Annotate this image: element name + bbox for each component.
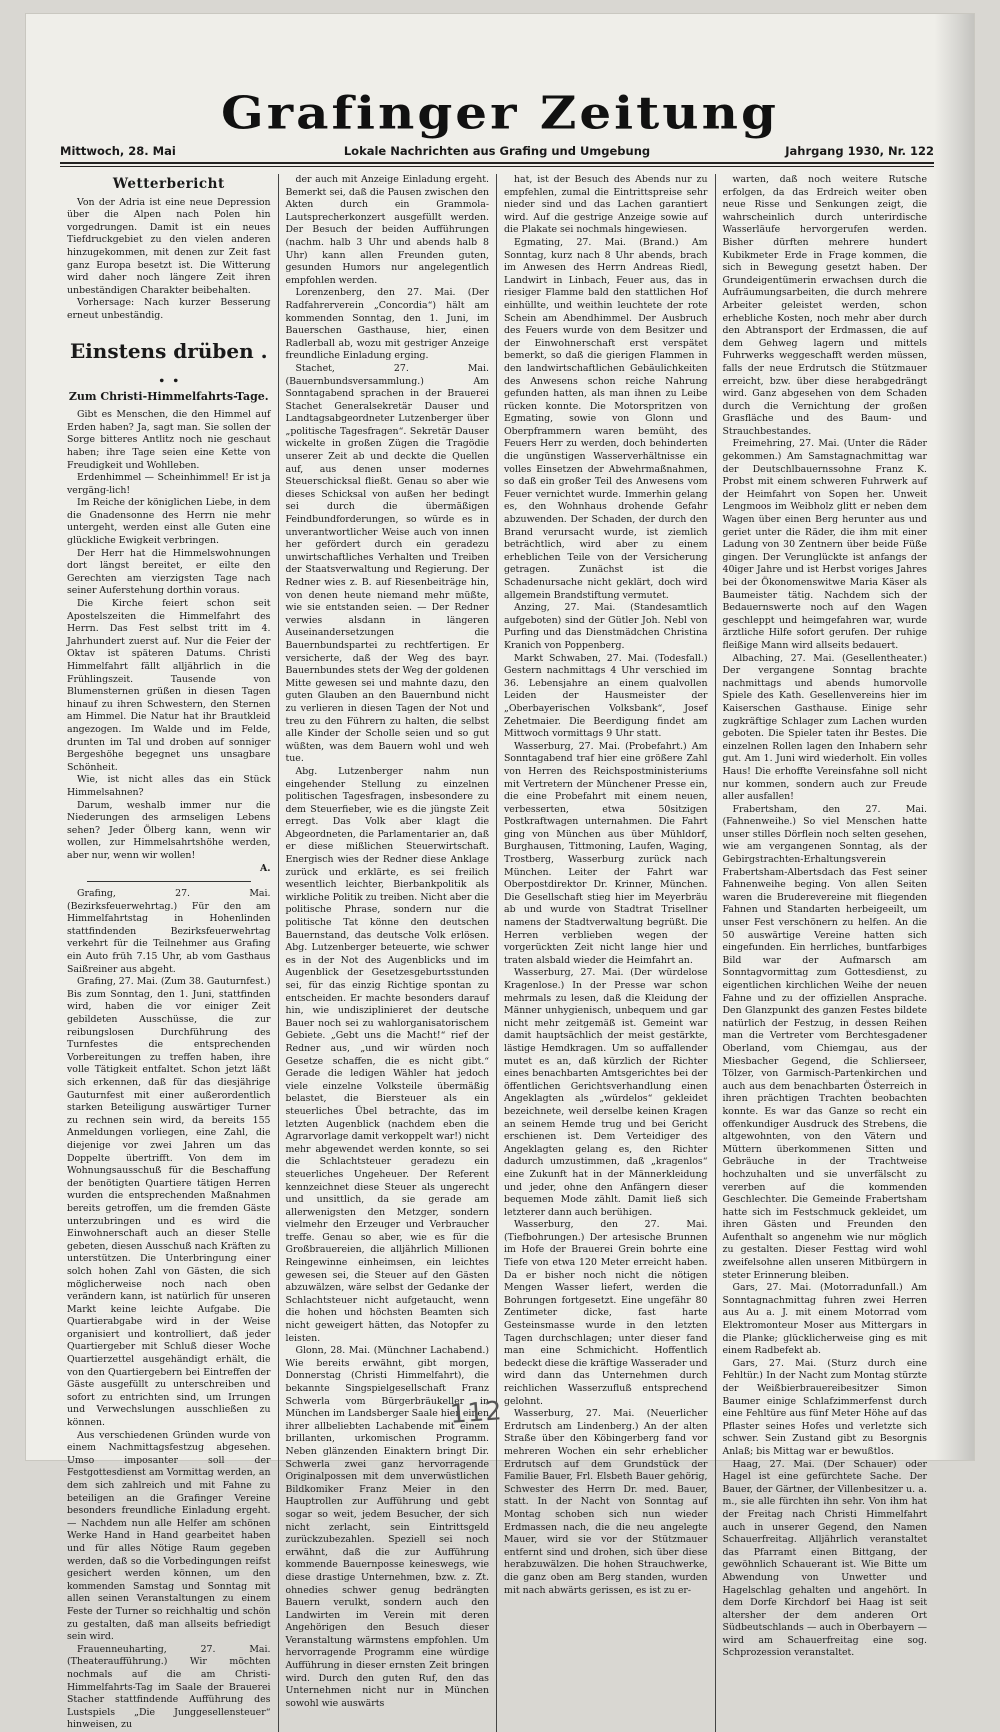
- local-news-item: Stachet, 27. Mai. (Bauernbundsversammlung.) Am Sonntagabend sprachen in der Brauerei Stachet Generalsekretär Dauser und Landtagsabgeordneter Lutzenberger über „politische Tagesfragen“. Sekretär Dauser wickelte in großen Zügen die Tragödie unserer Zeit ab und deckte die Quellen auf, aus denen unser modernes Steuerschicksal fließt. Genau so aber wie dieses Schicksal von außen her bedingt sei durch die übermäßigen Feindbundforderungen, so würde es in unverantwortlicher Weise auch von innen her gefördert durch ein geradezu unwirtschaftliches Verhalten und Treiben der Staatsverwaltung und Regierung. Der Redner wies z. B. auf Riesenbeiträge hin, von denen heute niemand mehr müßte, wie sie entstanden seien. — Der Redner verwies alsdann in längeren Auseinandersetzungen die Bauernbundspartei zu rechtfertigen. Er versicherte, daß der Weg des bayr. Bauernbundes stets der Weg der goldenen Mitte gewesen sei und mahnte dazu, den guten Glauben an den Bauernbund nicht zu verlieren in diesen Tagen der Not und treu zu den Führern zu halten, die selbst alle Kinder der Scholle seien und so gut wüßten, was dem Bauern wohl und weh tue.: [285, 362, 489, 765]
- local-news-item: Glonn, 28. Mai. (Münchner Lachabend.) Wie bereits erwähnt, gibt morgen, Donnerstag (Christi Himmelfahrt), die bekannte Singspielgesellschaft Franz Schwerla vom Bürgerbräukeller in München im Landsberger Saale hier einen ihrer allbeliebten Lachabende mit einem brillanten, urkomischen Programm. Neben glänzenden Einaktern bringt Dir. Schwerla zwei ganz hervorragende Originalpossen mit dem unverwüstlichen Bildkomiker Franz Meier in den Hauptrollen zur Aufführung und gebt sogar so weit, jedem Besucher, der sich nicht zerlacht, sein Eintrittsgeld zurückzubezahlen. Speziell sei noch erwähnt, daß die zur Aufführung kommende Bauernposse keineswegs, wie diese drastige Unternehmen, bzw. z. Zt. ohnedies schwer genug bedrängten Bauern verulkt, sondern auch den Landwirten im Verein mit deren Angehörigen den Besuch dieser Veranstaltung wärmstens empfohlen. Um hervorragende Programm eine würdige Aufführung in dieser ernsten Zeit bringen wird. Durch den guten Ruf, den das Unternehmen nicht nur in München sowohl wie auswärts: [285, 1345, 489, 1709]
- local-news-item: Albaching, 27. Mai. (Gesellentheater.) Der vergangene Sonntag brachte nachmittags und abends humorvolle Spiele des Kath. Gesellenvereins hier im Kaiserschen Gasthause. Einige sehr zugkräftige Schlager zum Lachen wurden geboten. Die Spieler taten ihr Bestes. Die einzelnen Rollen lagen den Inhabern sehr gut. Am 1. Juni wird wiederholt. Ein volles Haus! Die erhoffte Vereinsfahne soll nicht nur kommen, sondern auch zur Freude aller ausfallen!: [722, 652, 927, 803]
- local-news-item: Gars, 27. Mai. (Sturz durch eine Fehltür.) In der Nacht zum Montag stürzte der Weißbierbrauereibesitzer Simon Baumer einige Schlafzimmerfenst durch eine Fehltüre aus fünf Meter Höhe auf das Pflaster seines Hofes und verletzte sich schwer. Sein Zustand gibt zu Besorgnis Anlaß; bis Mittag war er bewußtlos.: [722, 1357, 927, 1457]
- local-news-item: Egmating, 27. Mai. (Brand.) Am Sonntag, kurz nach 8 Uhr abends, brach im Anwesen des Herrn Andreas Riedl, Landwirt in Linbach, Feuer aus, das in riesiger Flamme bald den stattlichen Hof einhüllte, und weithin leuchtete der rote Schein am Abendhimmel. Der Ausbruch des Feuers wurde von dem Besitzer und der Einwohnerschaft erst verspätet bemerkt, so daß die gierigen Flammen in den landwirtschaftlichen Gebäulichkeiten des Anwesens schon reiche Nahrung gefunden hatten, als man ihnen zu Leibe rücken konnte. Die Motorspritzen von Egmating, sowie von Glonn und Oberpframmern waren bemüht, des Feuers Herr zu werden, doch behinderten die ungünstigen Wasserverhältnisse ein volles Einsetzen der Abwehrmaßnahmen, so daß ein großer Teil des Anwesens vom Feuer vernichtet wurde. Immerhin gelang es, den Wohnhaus drohende Gefahr abzuwenden. Der Schaden, der durch den Brand verursacht wurde, ist ziemlich beträchtlich, wird aber zu einem erheblichen Teile von der Versicherung getragen. Zunächst ist die Schadenursache nicht geklärt, doch wird allgemein Brandstiftung vermutet.: [504, 236, 708, 601]
- local-news-item: Abg. Lutzenberger nahm nun eingehender Stellung zu einzelnen politischen Tagesfragen, insbesondere zu dem Steuerfieber, wie es die jüngste Zeit erregt. Das Volk aber klagt die Abgeordneten, die Parlamentarier an, daß er diese mißlichen Steuerwirtschaft. Energisch wies der Redner diese Anklage zurück und erklärte, es sei freilich wesentlich leichter, Bierbankpolitik als wirkliche Politik zu treiben. Nicht aber die politische Phrase, sondern nur die politische Tat könne den deutschen Bauernstand, das deutsche Volk erlösen. Abg. Lutzenberger beteuerte, wie schwer es in der Not des Augenblicks und im Augenblick der Gesetzesgeburtsstunden sei, für das einzig Richtige spontan zu entscheiden. Er machte besonders darauf hin, wie undisziplinieret der deutsche Bauer noch sei zu wahlorganisatorischem Gebiete. „Gebt uns die Macht!“ rief der Redner aus, „und wir würden noch Gesetze schaffen, die es nicht gibt.“ Gerade die ledigen Wähler hat jedoch viele einzelne Volksteile übermäßig belastet, die Biersteuer als ein steuerliches Übel betrachte, das im letzten Augenblick (nachdem eben die Agrarvorlage damit verkoppelt war!) nicht mehr abgewendet werden konnte, so sei die Schlachtsteuer geradezu ein steuerliches Ungeheuer. Der Referent kennzeichnet diese Steuer als ungerecht und unsittlich, da sie gerade am allerwenigsten den Metzger, sondern vielmehr den Erzeuger und Verbraucher treffe. Genau so aber, wie es für die Großbrauereien, die alljährlich Millionen Reingewinne einheimsen, ein leichtes gewesen sei, die Steuer auf den Gästen abzuwälzen, wäre selbst der Gedanke der Schlachtsteuer nicht aufgetaucht, wenn die hohen und höchsten Beamten sich nicht geweigert hätten, das Notopfer zu leisten.: [285, 765, 489, 1344]
- masthead: [66, 84, 934, 142]
- article-paragraph: Im Reiche der königlichen Liebe, in dem die Gnadensonne des Herrn nie mehr untergeht, werden einst alle Guten eine glückliche Ewigkeit verbringen.: [67, 497, 271, 547]
- local-news-item: der auch mit Anzeige Einladung ergeht. Bemerkt sei, daß die Pausen zwischen den Akten durch ein Grammola-Lautsprecherkonzert ausgefüllt werden. Der Besuch der beiden Aufführungen (nachm. halb 3 Uhr und abends halb 8 Uhr) kann allen Freunden guten, gesunden Humors nur angelegentlich empfohlen werden.: [285, 174, 489, 286]
- local-news-item: warten, daß noch weitere Rutsche erfolgen, da das Erdreich weiter oben neue Risse und Senkungen zeigt, die wahrscheinlich durch unterirdische Wasserläufe hervorgerufen werden. Bisher dürften mehrere hundert Kubikmeter Erde in Frage kommen, die sich in Bewegung gesetzt haben. Der Grundeigentümerin erwachsen durch die Aufräumungsarbeiten, die durch mehrere Arbeiter geleistet werden, schon erhebliche Kosten, noch mehr aber durch den Abtransport der Erdmassen, die auf dem Gehweg lagern und mittels Fuhrwerks weggeschafft werden müssen, falls der neue Erdrutsch die Stützmauer erreicht, bzw. über diese herabgedrängt wird. Ganz abgesehen von dem Schaden durch die Vernichtung der großen Grasfläche und des Baum- und Strauchbestandes.: [722, 174, 927, 437]
- weather-heading: Wetterbericht: [112, 176, 225, 192]
- newspaper-page: [26, 14, 974, 1731]
- local-news-item: Haag, 27. Mai. (Der Schauer) oder Hagel ist eine gefürchtete Sache. Der Bauer, der Gärtner, der Villenbesitzer u. a. m., sie alle fürchten ihn sehr. Von ihm hat der Freitag nach Christi Himmelfahrt auch in unserer Gegend, den Namen Schauerfreitag. Alljährlich veranstaltet das Pfarramt einen Bittgang, der gewöhnlich Schauerant ist. Wie Bitte um Abwendung von Unwetter und Hagelschlag gehalten und angehört. In dem Dorfe Kirchdorf bei Haag ist seit altersher der dem anderen Ort Südbeutschlands — auch in Oberbayern — wird am Schauerfreitag eine sog. Schprozession veranstaltet.: [722, 1458, 927, 1659]
- local-news-item: Grafing, 27. Mai. (Bezirksfeuerwehrtag.) Für den am Himmelfahrtstag in Hohenlinden stattfindenden Bezirksfeuerwehrtag verkehrt für die Teilnehmer aus Grafing ein Auto früh 7.15 Uhr, ab vom Gasthaus Saißreiner aus abgeht.: [67, 888, 271, 975]
- local-news-item: Gars, 27. Mai. (Motorradunfall.) Am Sonntagnachmittag fuhren zwei Herren aus Au a. J. mit einem Motorrad vom Elektromonteur Moser aus Mittergars in die Planke; glücklicherweise ging es mit einem Radbefekt ab.: [722, 1282, 927, 1357]
- dateline: [60, 142, 934, 160]
- article-paragraph: Die Kirche feiert schon seit Apostelszeiten die Himmelfahrt des Herrn. Das Fest selbst tritt im 4. Jahrhundert zuerst auf. Nur die Feier der Oktav ist späteren Datums. Christi Himmelfahrt fällt alljährlich in die Frühlingszeit. Tausende von Blumensternen grüßen in diesen Tagen hinauf zu ihren Schwestern, den Sternen am Himmel. Die Natur hat ihr Brautkleid angezogen. Im Walde und im Felde, drunten im Tal und droben auf sonniger Bergeshöhe begegnet uns unsagbare Schönheit.: [67, 598, 271, 773]
- column-1: [60, 174, 279, 1732]
- local-news-item: Frauenneuharting, 27. Mai. (Theateraufführung.) Wir möchten nochmals auf die am Christi-Himmelfahrts-Tag im Saale der Brauerei Stacher stattfindende Aufführung des Lustspiels „Die Junggesellensteuer“ hinweisen, zu: [67, 1643, 271, 1731]
- article-paragraph: Wie, ist nicht alles das ein Stück Himmelsahnen?: [67, 774, 271, 798]
- divider: [87, 881, 251, 882]
- header-rule: [60, 162, 934, 164]
- local-news-item: hat, ist der Besuch des Abends nur zu empfehlen, zumal die Eintrittspreise sehr nieder sind und das Lachen garantiert wird. Auf die gestrige Anzeige sowie auf die Plakate sei nochmals hingewiesen.: [504, 174, 708, 236]
- local-news-item: Aus verschiedenen Gründen wurde von einem Nachmittagsfestzug abgesehen. Umso imposanter soll der Festgottesdienst am Vormittag werden, an dem sich zahlreich und mit Fahne zu beteiligen an die Grafinger Vereine besonders freundliche Einladung ergeht. — Nachdem nun alle Helfer am schönen Werke Hand in Hand gearbeitet haben und für alles Nötige Raum gegeben werden, daß so die Vorbedingungen reifst gesichert werden können, um den kommenden Samstag und Sonntag mit allen seinen Veranstaltungen zu einem Feste der Turner so reichhaltig und schön zu gestalten, daß man allseits befriedigt sein wird.: [67, 1429, 271, 1643]
- local-news-item: Freimehring, 27. Mai. (Unter die Räder gekommen.) Am Samstagnachmittag war der Deutschlbauernssohne Franz K. Probst mit einem schweren Fuhrwerk auf der Heimfahrt von Sopen her. Unweit Lengmoos im Weibholz glitt er neben dem Wagen über einen Berg herunter aus und geriet unter die Räder, die ihm mit einer Ladung von 30 Zentnern über beide Füße gingen. Der Verunglückte ist anfangs der 40iger Jahre und ist Herbst voriges Jahres bei der Ökonomenswitwe Maria Käser als Baumeister tätig. Nachdem sich der Bedauernswerte noch auf den Wagen geschleppt und heimgefahren war, wurde ärztliche Hilfe sofort gerufen. Der ruhige fleißige Mann wird allseits bedauert.: [722, 438, 927, 651]
- weather-text: Von der Adria ist eine neue Depression über die Alpen nach Polen hin vorgedrungen. Damit ist ein neues Tiefdruckgebiet zu den vielen anderen hinzugekommen, mit denen zur Zeit fast ganz Europa besetzt ist. Die Witterung wird daher noch längere Zeit ihren unbeständigen Charakter beibehalten.: [67, 196, 271, 296]
- local-news-item: Frabertsham, den 27. Mai. (Fahnenweihe.) So viel Menschen hatte unser stilles Dörflein noch selten gesehen, wie am vergangenen Sonntag, als der Gebirgstrachten-Erhaltungsverein Frabertsham-Albertsdach das Fest seiner Fahnenweihe beging. Von allen Seiten waren die Bruderevereine mit fliegenden Fahnen und Standarten herbeigeeilt, um unser Fest verschönern zu helfen. An die 50 auswärtige Vereine hatten sich eingefunden. Ein herrliches, buntfarbiges Bild war der Aufmarsch am Sonntagvormittag zum Gottesdienst, zu eigentlichen kirchlichen Weihe der neuen Fahne und zu der offiziellen Ansprache. Den Glanzpunkt des ganzen Festes bildete natürlich der Festzug, in dessen Reihen man die Vertreter vom Berchtesgadener Oberland, vom Chiemgau, aus der Miesbacher Gegend, die Schlierseer, Tölzer, von Garmisch-Partenkirchen und auch aus dem benachbarten Österreich in ihren prächtigen Trachten beobachten konnte. Es war das Ganze so recht ein offenkundiger Ausdruck des Strebens, die altgewohnten, von den Vätern und Müttern überkommenen Sitten und Gebräuche in der Trachtweise hochzuhalten und sie unverfälscht zu vererben auf die kommenden Geschlechter. Die Gemeinde Frabertsham hatte sich im Festschmuck gekleidet, um ihren Gästen und Freunden den Aufenthalt so angenehm wie nur möglich zu gestalten. Dieser Festtag wird wohl zweifelsohne allen unseren Mitbürgern in steter Erinnerung bleiben.: [722, 803, 927, 1281]
- weather-forecast: Vorhersage: Nach kurzer Besserung erneut unbeständig.: [67, 297, 271, 321]
- issue-date: Mittwoch, 28. Mai: [60, 144, 176, 158]
- local-news-item: Wasserburg, den 27. Mai. (Tiefbohrungen.) Der artesische Brunnen im Hofe der Brauerei Grein bohrte eine Tiefe von etwa 120 Meter erreicht haben. Da er bisher noch nicht die nötigen Mengen Wasser liefert, werden die Bohrungen fortgesetzt. Eine ungefähr 80 Zentimeter dicke, fast harte Gesteinsmasse wurde in den letzten Tagen durchschlagen; unter dieser fand man eine Schmichicht. Hoffentlich bedeckt diese die kräftige Wasserader und wird dann das Unternehmen durch reichlichen Wasserzufluß entsprechend gelohnt.: [504, 1219, 708, 1407]
- article-columns: [60, 174, 934, 1731]
- article-subtitle: Zum Christi-Himmelfahrts-Tage.: [68, 389, 269, 403]
- article-paragraph: Gibt es Menschen, die den Himmel auf Erden haben? Ja, sagt man. Sie sollen der Sorge bitteres Antlitz noch nie geschaut haben; ihre Tage seien eine Kette von Freudigkeit und Wohlleben.: [67, 409, 271, 471]
- article-signature: A.: [259, 862, 271, 874]
- issue-number: Jahrgang 1930, Nr. 122: [785, 144, 934, 158]
- local-news-item: Wasserburg, 27. Mai. (Probefahrt.) Am Sonntagabend traf hier eine größere Zahl von Herren des Reichspostministeriums mit Vertretern der Münchener Presse ein, die eine Probefahrt mit einem neuen, verbesserten, etwa 50sitzigen Postkraftwagen unternahmen. Die Fahrt ging von München aus über Mühldorf, Burghausen, Tittmoning, Laufen, Waging, Trostberg, Wasserburg zurück nach München. Leiter der Fahrt war Oberpostdirektor Dr. Krinner, München. Die Gesellschaft stieg hier im Meyerbräu ab und wurde von Stadtrat Trisellner namens der Stadtverwaltung begrüßt. Die Herren verblieben wegen der vorgerückten Zeit nicht lange hier und traten alsbald wieder die Heimfahrt an.: [504, 740, 708, 966]
- local-news-item: Markt Schwaben, 27. Mai. (Todesfall.) Gestern nachmittags 4 Uhr verschied im 36. Lebensjahre an einem qualvollen Leiden der Hausmeister der „Oberbayerischen Volksbank“, Josef Zehetmaier. Die Beerdigung findet am Mittwoch vormittags 9 Uhr statt.: [504, 652, 708, 740]
- local-news-item: Wasserburg, 27. Mai. (Neuerlicher Erdrutsch am Lindenberg.) An der alten Straße über den Köbingerberg fand vor mehreren Wochen ein sehr erheblicher Erdrutsch auf dem Grundstück der Familie Bauer, Frl. Elsbeth Bauer gehörig, Schwester des Herrn Dr. med. Bauer, statt. In der Nacht von Sonntag auf Montag schoben sich nun wieder Erdmassen nach, die die neu angelegte Mauer, wird sie vor der Stützmauer entfernt sind und drohen, sich über diese herabzuwälzen. Die hohen Strauchwerke, die ganz oben am Berg standen, wurden mit nach abwärts gerissen, es ist zu er-: [504, 1408, 708, 1596]
- column-3: [497, 174, 716, 1732]
- subtitle: Lokale Nachrichten aus Grafing und Umgebung: [343, 144, 651, 158]
- article-paragraph: Der Herr hat die Himmelswohnungen dort längst bereitet, er eilte den Gerechten am vierzigsten Tage nach seiner Auferstehung dorthin voraus.: [67, 547, 271, 597]
- article-paragraph: Darum, weshalb immer nur die Niederungen des armseligen Lebens sehen? Jeder Ölberg kann, wenn wir wollen, zur Himmelsahrtshöhe werden, aber nur, wenn wir wollen!: [67, 799, 271, 861]
- header-rule-thin: [60, 166, 934, 167]
- column-2: [279, 174, 498, 1732]
- local-news-item: Wasserburg, 27. Mai. (Der würdelose Kragenlose.) In der Presse war schon mehrmals zu lesen, daß die Kleidung der Männer unhygienisch, unbequem und gar nicht mehr zeitgemäß ist. Gemeint war damit hauptsächlich der meist gestärkte, lästige Hemdkragen. Um so auffallender mutet es an, daß kürzlich der Richter eines benachbarten Amtsgerichtes bei der öffentlichen Gerichtsverhandlung einen Angeklagten als „würdelos“ gekleidet bezeichnete, weil derselbe keinen Kragen an seinem Hemde trug und bei Gericht erschienen ist. Dem Verteidiger des Angeklagten gelang es, den Richter dadurch umzustimmen, daß „kragenlos“ eine Zukunft hat in der Männerkleidung und jeder, ohne den Anfängern dieser bequemen Mode zählt. Damit ließ sich letzterer dann auch berühigen.: [504, 967, 708, 1218]
- local-news-item: Lorenzenberg, den 27. Mai. (Der Radfahrerverein „Concordia“) hält am kommenden Sonntag, den 1. Juni, im Bauerschen Gasthause, hier, einen Radlerball ab, wozu mit gestriger Anzeige freundliche Einladung erging.: [285, 287, 489, 362]
- newspaper-title: Grafinger Zeitung: [221, 86, 779, 140]
- local-news-item: Anzing, 27. Mai. (Standesamtlich aufgeboten) sind der Gütler Joh. Nebl von Purfing und das Dienstmädchen Christina Kranich von Poppenberg.: [504, 602, 708, 651]
- local-news-item: Grafing, 27. Mai. (Zum 38. Gauturnfest.) Bis zum Sonntag, den 1. Juni, stattfinden wird, haben die vor einiger Zeit gebildeten Ausschüsse, die zur reibungslosen Durchführung des Turnfestes die entsprechenden Vorbereitungen zu treffen haben, ihre volle Tätigkeit entfaltet. Schon jetzt läßt sich erkennen, daß für das diesjährige Gauturnfest mit einer außerordentlich starken Beteiligung auswärtiger Turner zu rechnen sein wird, da bereits 155 Anmeldungen vorliegen, eine Zahl, die diejenige vor zwei Jahren um das Doppelte übertrifft. Von dem im Wohnungsausschuß für die Beschaffung der benötigten Quartiere tätigen Herren wurden die entsprechenden Maßnahmen bereits getroffen, um die fremden Gäste unterzubringen und es wird die Einwohnerschaft auch an dieser Stelle gebeten, diesen Ausschuß nach Kräften zu unterstützen. Die Unterbringung einer solch hohen Zahl von Gästen, die sich möglicherweise noch nach oben verändern kann, ist natürlich für unseren Markt keine leichte Aufgabe. Die Quartierabgabe wird in der Weise organisiert und kontrolliert, daß jeder Quartiergeber mit Schluß dieser Woche Quartierzettel ausgehändigt erhält, die von den Quartiergebern bei Eintreffen der Gäste ausgefüllt zu unterschreiben und sofort zu entrichten sind, um Irrungen und Verwechslungen ausschließen zu können.: [67, 976, 271, 1429]
- handwritten-page-number: 112: [449, 1396, 504, 1430]
- page-shadow: [934, 14, 974, 1460]
- article-paragraph: Erdenhimmel — Scheinhimmel! Er ist ja vergäng-lich!: [67, 472, 271, 496]
- article-title: Einstens drüben . . .: [69, 338, 268, 387]
- column-4: [716, 174, 935, 1732]
